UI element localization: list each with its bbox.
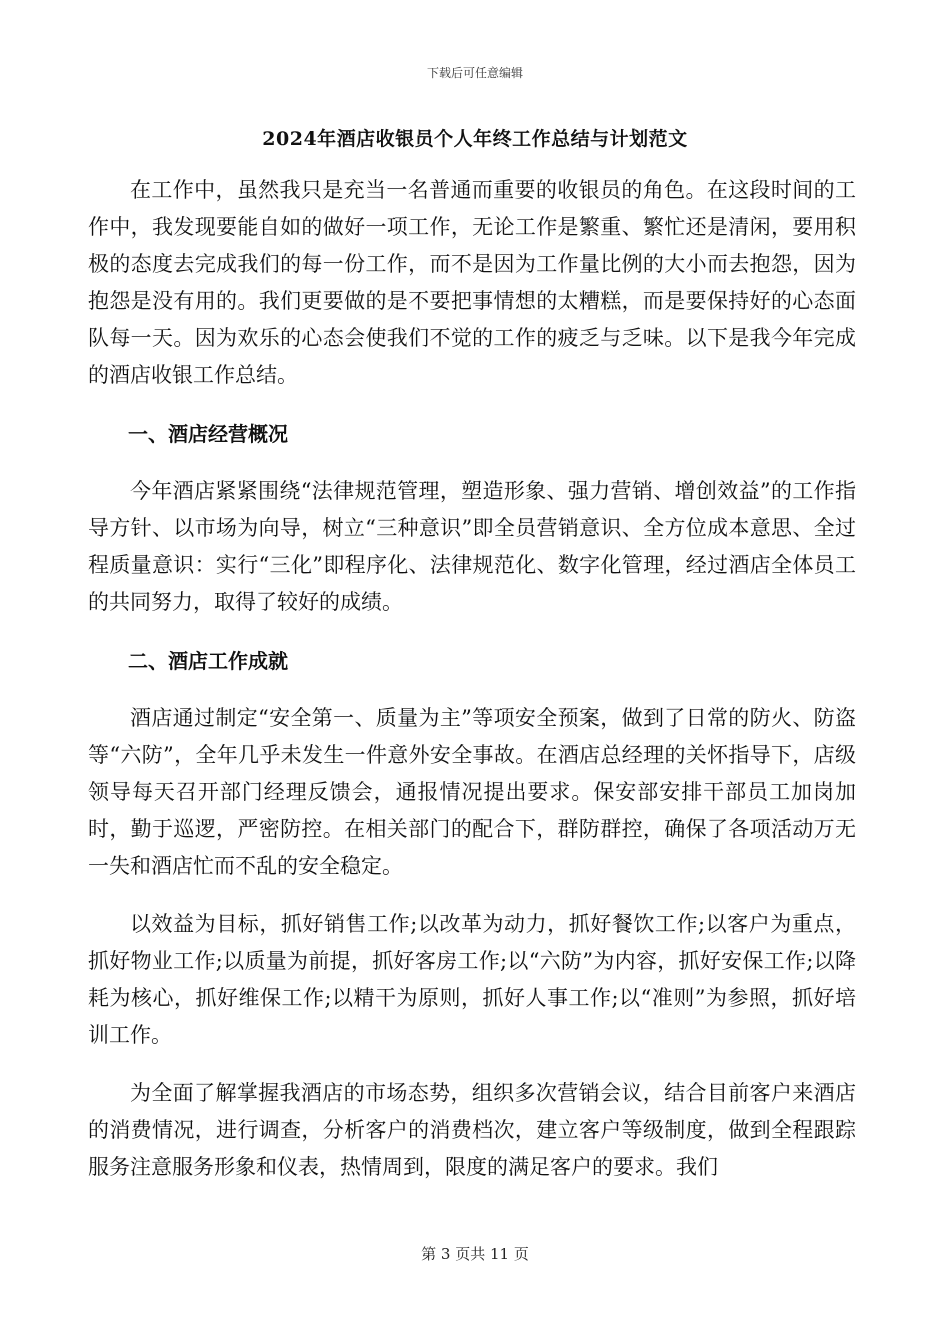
document-title: 2024年酒店收银员个人年终工作总结与计划范文 [262,128,688,150]
achievements-paragraph-marketing: 为全面了解掌握我酒店的市场态势，组织多次营销会议，结合目前客户来酒店的消费情况，进行调查，分析客户的消费档次，建立客户等级制度，做到全程跟踪服务注意服务形象和仪表，热情周到，限度的满足客户的要求。我们 [88,1081,856,1179]
intro-paragraph: 在工作中，虽然我只是充当一名普通而重要的收银员的角色。在这段时间的工作中，我发现要能自如的做好一项工作，无论工作是繁重、繁忙还是清闲，要用积极的态度去完成我们的每一份工作，而不是因为工作量比例的大小而去抱怨，因为抱怨是没有用的。我们更要做的是不要把事情想的太糟糕，而是要保持好的心态面队每一天。因为欢乐的心态会使我们不觉的工作的疲乏与乏味。以下是我今年完成的酒店收银工作总结。 [88,178,856,387]
achievements-paragraph-safety: 酒店通过制定“安全第一、质量为主”等项安全预案，做到了日常的防火、防盗等“六防”，全年几乎未发生一件意外安全事故。在酒店总经理的关怀指导下，店级领导每天召开部门经理反馈会，通报情况提出要求。保安部安排干部员工加岗加时，勤于巡逻，严密防控。在相关部门的配合下，群防群控，确保了各项活动万无一失和酒店忙而不乱的安全稳定。 [88,706,856,878]
header-note: 下载后可任意编辑 [426,66,523,80]
achievements-paragraph-goals: 以效益为目标，抓好销售工作;以改革为动力，抓好餐饮工作;以客户为重点，抓好物业工作;以质量为前提，抓好客房工作;以“六防”为内容，抓好安保工作;以降耗为核心，抓好维保工作;以精干为原则，抓好人事工作;以“准则”为参照，抓好培训工作。 [88,912,856,1047]
page-number: 第 3 页共 11 页 [421,1245,529,1263]
section-heading-operations: 一、酒店经营概况 [128,422,288,446]
document-body [88,172,856,1186]
section-heading-achievements: 二、酒店工作成就 [128,649,288,673]
operations-paragraph: 今年酒店紧紧围绕“法律规范管理，塑造形象、强力营销、增创效益”的工作指导方针、以市场为向导，树立“三种意识”即全员营销意识、全方位成本意思、全过程质量意识：实行“三化”即程序化、法律规范化、数字化管理，经过酒店全体员工的共同努力，取得了较好的成绩。 [88,479,856,614]
